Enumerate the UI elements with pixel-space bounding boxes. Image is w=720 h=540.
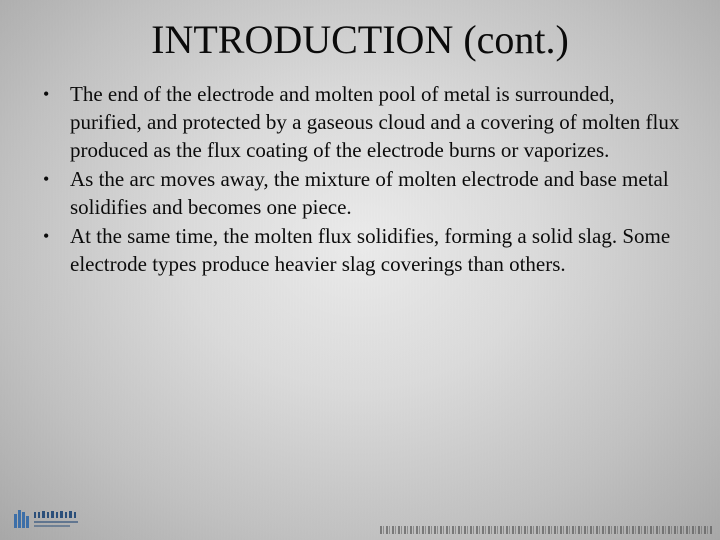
bullet-list <box>40 80 688 279</box>
bullet-dot: • <box>43 169 50 189</box>
footer-decorative-strip <box>380 526 712 534</box>
institution-logo-icon <box>12 506 84 532</box>
bullet-item <box>40 165 688 221</box>
bullet-dot: • <box>43 84 50 104</box>
bullet-text: The end of the electrode and molten pool of metal is surrounded, purified, and protected by a gaseous cloud and a covering of molten flux produced as the flux coating of the electrode burns or vaporizes. <box>70 82 680 162</box>
bullet-item <box>40 222 688 278</box>
bullet-text: As the arc moves away, the mixture of molten electrode and base metal solidifies and becomes one piece. <box>70 167 669 219</box>
bullet-item <box>40 80 688 164</box>
bullet-text: At the same time, the molten flux solidifies, forming a solid slag. Some electrode types produce heavier slag coverings than others. <box>70 224 671 276</box>
bullet-dot: • <box>43 226 50 246</box>
slide-title: INTRODUCTION (cont.) <box>151 17 569 62</box>
